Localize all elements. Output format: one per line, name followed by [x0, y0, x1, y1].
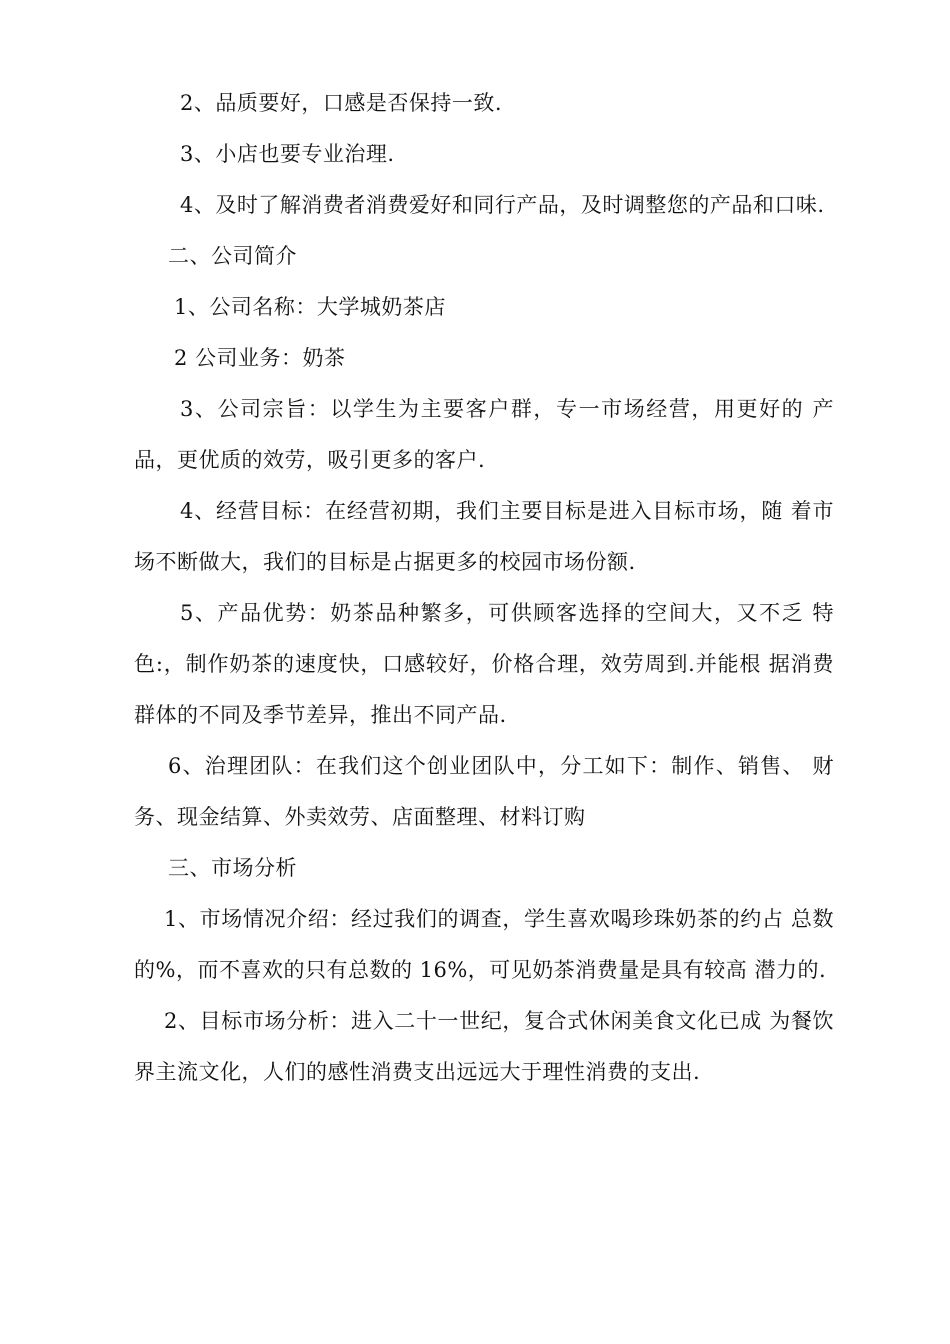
paragraph-business-goals: 4、经营目标：在经营初期，我们主要目标是进入目标市场，随 着市场不断做大，我们的目标是占据更多的校园市场份额.	[134, 499, 834, 574]
paragraph-management: 3、小店也要专业治理.	[180, 142, 395, 166]
paragraph-product-advantages: 5、产品优势：奶茶品种繁多，可供顾客选择的空间大，又不乏 特色:，制作奶茶的速度快，口感较好，价格合理，效劳周到.并能根 据消费群体的不同及季节差异，推出不同产品.	[134, 601, 834, 727]
paragraph-company-business: 2 公司业务：奶茶	[174, 346, 346, 370]
paragraph-company-mission: 3、公司宗旨：以学生为主要客户群，专一市场经营，用更好的 产品，更优质的效劳，吸引更多的客户.	[134, 397, 834, 472]
paragraph-quality: 2、品质要好，口感是否保持一致.	[180, 91, 503, 115]
paragraph-management-team: 6、治理团队：在我们这个创业团队中，分工如下：制作、销售、 财务、现金结算、外卖效劳、店面整理、材料订购	[134, 754, 834, 829]
paragraph-company-name: 1、公司名称：大学城奶茶店	[174, 295, 446, 319]
document-body	[134, 78, 834, 1098]
paragraph-consumer-preferences: 4、及时了解消费者消费爱好和同行产品，及时调整您的产品和口味.	[180, 193, 825, 217]
paragraph-market-situation: 1、市场情况介绍：经过我们的调查，学生喜欢喝珍珠奶茶的约占 总数的%，而不喜欢的只有总数的 16%，可见奶茶消费量是具有较高 潜力的.	[134, 907, 834, 982]
section-heading-company-intro: 二、公司简介	[168, 244, 297, 268]
section-heading-market-analysis: 三、市场分析	[168, 856, 297, 880]
paragraph-target-market: 2、目标市场分析：进入二十一世纪，复合式休闲美食文化已成 为餐饮界主流文化，人们的感性消费支出远远大于理性消费的支出.	[134, 1009, 834, 1084]
